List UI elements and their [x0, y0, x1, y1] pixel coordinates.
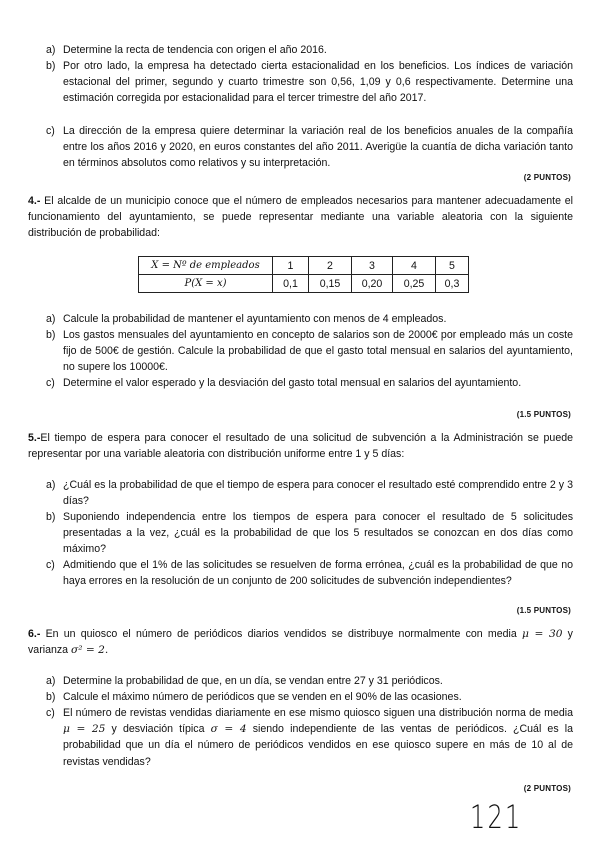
table-cell: 0,25: [393, 275, 436, 293]
q5-item-a: [46, 477, 573, 509]
table-row: [139, 275, 469, 293]
item-text-part: El número de revistas vendidas diariamente en ese mismo quiosco siguen una distribución norma de media: [63, 707, 573, 719]
q3-points: (2 PUNTOS): [523, 173, 571, 182]
table-cell: 4: [393, 257, 436, 275]
item-text: Suponiendo independencia entre los tiempos de espera para conocer el resultado de 5 solicitudes presentadas a la vez, ¿cuál es la probabilidad de que los 5 resultados se conozcan en dos días como máximo?: [63, 511, 573, 556]
q4-item-c: [46, 375, 573, 391]
q6-points: (2 PUNTOS): [523, 784, 571, 793]
q5-item-c: [46, 557, 573, 589]
item-label: c): [46, 707, 55, 719]
item-label: a): [46, 44, 56, 56]
item-label: a): [46, 675, 56, 687]
table-cell: 0,15: [309, 275, 352, 293]
table-cell: 3: [352, 257, 393, 275]
item-label: c): [46, 125, 55, 137]
page-number: 121: [470, 798, 523, 836]
item-text: Calcule la probabilidad de mantener el ayuntamiento con menos de 4 empleados.: [63, 313, 447, 325]
q3-item-c: [46, 123, 573, 172]
item-label: a): [46, 313, 56, 325]
item-text: Determine la recta de tendencia con origen el año 2016.: [63, 44, 327, 56]
item-text: Admitiendo que el 1% de las solicitudes se resuelven de forma errónea, ¿cuál es la probabilidad de que no haya errores en la resolución de un conjunto de 200 solicitudes de subvención independientes?: [63, 559, 573, 588]
item-label: b): [46, 511, 56, 523]
table-cell: 5: [436, 257, 469, 275]
math-mean: μ = 25: [63, 723, 106, 736]
table-cell: 2: [309, 257, 352, 275]
item-label: c): [46, 377, 55, 389]
item-text: Determine el valor esperado y la desviación del gasto total mensual en salarios del ayuntamiento.: [63, 377, 522, 389]
question-number: 5.-: [28, 432, 41, 444]
item-label: b): [46, 60, 56, 72]
q5-points: (1.5 PUNTOS): [516, 606, 571, 615]
item-text: ¿Cuál es la probabilidad de que el tiempo de espera para conocer el resultado esté comprendido entre 2 y 3 días?: [63, 479, 573, 508]
item-text-part: siendo independiente de las ventas de periódicos. ¿Cuál es la probabilidad que un día el número de periódicos vendidos en ese quiosco supere en más de 10 al de revistas vendidas?: [63, 723, 574, 768]
item-text: La dirección de la empresa quiere determinar la variación real de los beneficios anuales de la compañía entre los años 2016 y 2020, en euros constantes del año 2011. Averigüe la cuantía de dicha variación tanto en términos absolutos como relativos y su interpretación.: [63, 125, 573, 170]
q5-item-b: [46, 509, 573, 558]
item-text-part: y desviación típica: [105, 723, 211, 736]
question-number: 4.-: [28, 195, 41, 207]
item-label: b): [46, 691, 56, 703]
table-cell: 0,20: [352, 275, 393, 293]
question-intro: El alcalde de un municipio conoce que el número de empleados necesarios para mantener adecuadamente el funcionamiento del ayuntamiento, se puede representar mediante una variable aleatoria con la siguiente distribución de probabilidad:: [28, 195, 574, 240]
q3-item-a: [46, 42, 573, 58]
table-cell: 1: [273, 257, 309, 275]
question-intro-2: y varianza: [28, 628, 573, 657]
item-label: b): [46, 329, 56, 341]
q4-item-b: [46, 327, 573, 376]
item-text: Por otro lado, la empresa ha detectado cierta estacionalidad en los beneficios. Los índices de variación estacional del primer, segundo y cuarto trimestre son 0,56, 1,09 y 0,6 respectivamente. Determine una estimación corregida por estacionalidad para el tercer trimestre del año 2017.: [63, 60, 573, 105]
q6-item-c: [46, 705, 573, 770]
table-header-p: P(X = x): [139, 275, 273, 293]
question-intro-1: En un quiosco el número de periódicos diarios vendidos se distribuye normalmente con media: [45, 628, 517, 640]
q3-item-b: [46, 58, 573, 107]
probability-table: [138, 256, 469, 293]
q4-statement: [28, 193, 573, 242]
table-cell: 0,1: [273, 275, 309, 293]
question-number: 6.-: [28, 628, 41, 640]
item-text: Los gastos mensuales del ayuntamiento en concepto de salarios son de 2000€ por empleado más un coste fijo de 500€ de gestión. Calcule la probabilidad de que el gasto total mensual en salarios del ayuntamiento, no supere los 10000€.: [63, 329, 573, 374]
item-label: a): [46, 479, 56, 491]
table-cell: 0,3: [436, 275, 469, 293]
math-sd: σ = 4: [210, 723, 247, 736]
question-intro: El tiempo de espera para conocer el resultado de una solicitud de subvención a la Administración se puede representar por una variable aleatoria con distribución uniforme entre 1 y 5 días:: [28, 432, 573, 461]
math-mean: μ = 30: [521, 628, 563, 640]
math-variance: σ² = 2.: [71, 644, 109, 657]
item-text: Calcule el máximo número de periódicos que se venden en el 90% de las ocasiones.: [63, 691, 462, 703]
item-label: c): [46, 559, 55, 571]
q6-item-a: [46, 673, 573, 689]
q5-statement: [28, 430, 573, 462]
q4-item-a: [46, 311, 573, 327]
item-text: Determine la probabilidad de que, en un día, se vendan entre 27 y 31 periódicos.: [63, 675, 443, 687]
table-header-x: X = Nº de empleados: [139, 257, 273, 275]
item-text: [63, 705, 573, 770]
q4-points: (1.5 PUNTOS): [516, 410, 571, 419]
table-row: [139, 257, 469, 275]
q6-item-b: [46, 689, 573, 705]
q6-statement: [28, 626, 573, 658]
